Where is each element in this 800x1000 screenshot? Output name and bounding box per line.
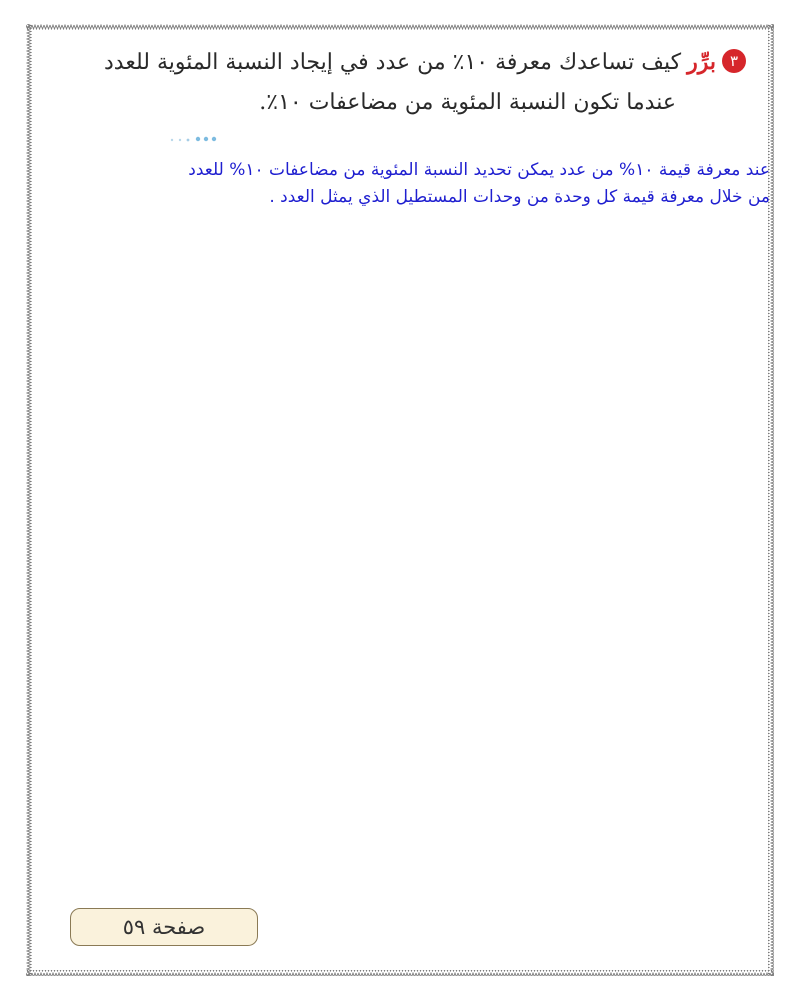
page-frame xyxy=(26,24,774,976)
question-text-1: كيف تساعدك معرفة ١٠٪ من عدد في إيجاد النسبة المئوية للعدد xyxy=(104,50,682,75)
answer-line-2: من خلال معرفة قيمة كل وحدة من وحدات المستطيل الذي يمثل العدد . xyxy=(269,187,770,207)
answer-line-1: عند معرفة قيمة ١٠% من عدد يمكن تحديد النسبة المئوية من مضاعفات ١٠% للعدد xyxy=(188,160,770,180)
decorative-dots-icon xyxy=(166,132,246,144)
answer-block xyxy=(30,157,770,211)
page-number-label xyxy=(70,908,258,946)
question-block xyxy=(56,42,746,123)
question-number-badge: ٣ xyxy=(722,49,746,73)
page-number-text: صفحة ٥٩ xyxy=(122,915,206,939)
question-line-2: عندما تكون النسبة المئوية من مضاعفات ١٠٪. xyxy=(259,90,676,115)
question-line-1 xyxy=(56,42,746,83)
question-keyword: برِّر xyxy=(687,49,716,75)
